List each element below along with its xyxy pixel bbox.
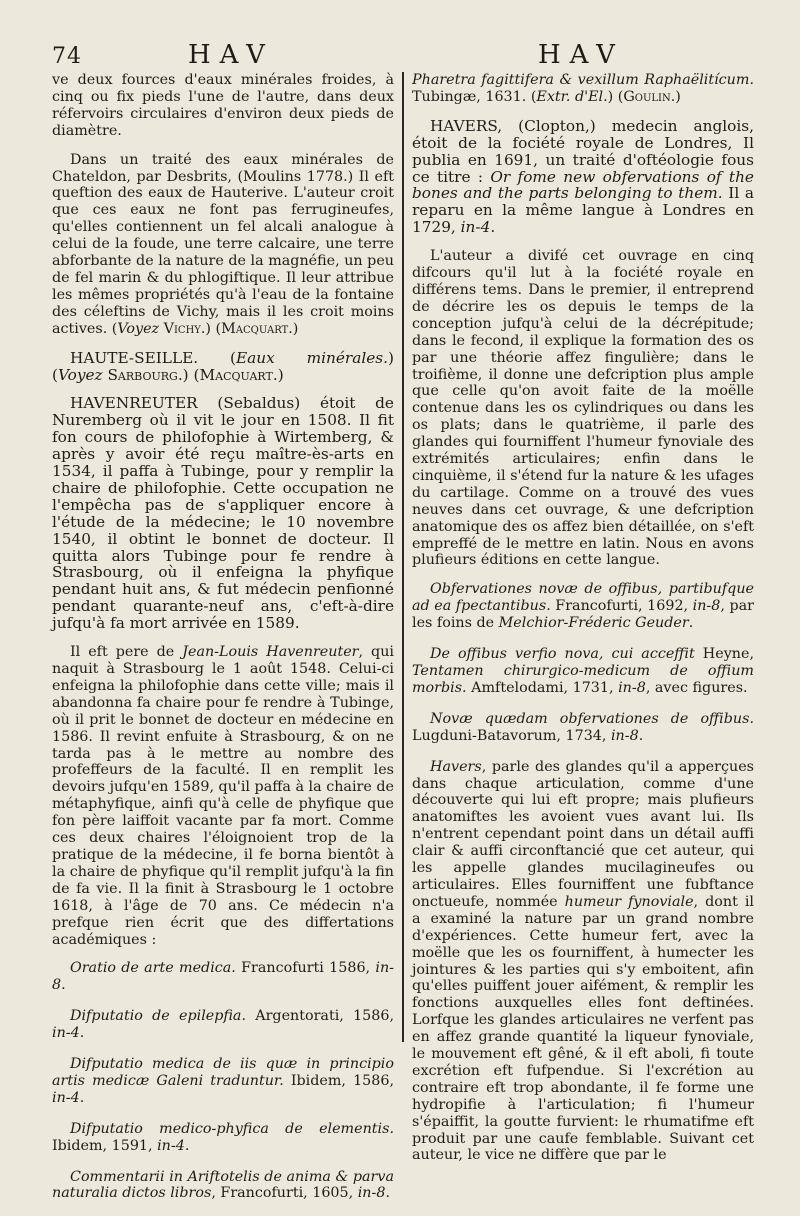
page-number: 74 bbox=[52, 44, 82, 69]
left-bibliography-item: Commentarii in Ariftotelis de anima & parva naturalia dictos libros, Francofurti, 1605, in-8. bbox=[52, 1168, 394, 1202]
right-continued-text: Pharetra fagittifera & vexillum Raphaëlitícum. Tubingæ, 1631. (Extr. d'El.) (Goulin.) bbox=[412, 72, 754, 105]
right-bibliography-item: De offibus verfio nova, cui acceffit Heyne, Tentamen chirurgico-medicum de offium morbis. Amftelodami, 1731, in-8, avec figures. bbox=[412, 646, 754, 696]
left-paragraph: Dans un traité des eaux minérales de Chateldon, par Desbrits, (Moulins 1778.) Il eft queftion des eaux de Hauterive. L'auteur croit que ces eaux ne font pas ferrugineufes, qu'elles contiennent un fel alcali analogue à celui de la foude, une terre calcaire, une terre abforbante de la nature de la magnéfie, un peu de fel marin & du phlogiftique. Il leur attribue les mêmes propriétés qu'à l'eau de la fontaine des céleftins de Vichy, mais il les croit moins actives. (Voyez Vichy.) (Macquart.) bbox=[52, 151, 394, 337]
left-paragraph: Il eft pere de Jean-Louis Havenreuter, qui naquit à Strasbourg le 1 août 1548. Celui-ci enfeigna la philofophie dans cette ville; mais il abandonna fa chaire pour fe rendre à Tubinge, où il prit le bonnet de docteur en médecine en 1586. Il revint enfuite à Strasbourg, & on ne tarda pas à le mettre au nombre des profeffeurs de la faculté. Il en remplit les devoirs jufqu'en 1589, qu'il paffa à la chaire de métaphyfique, ainfi qu'à celle de phyfique que fon père laiffoit vacante par fa mort. Comme ces deux chaires l'éloignoient trop de la pratique de la médecine, il fe borna bientôt à la chaire de phyfique qu'il remplit jufqu'à la fin de fa vie. Il la finit à Strasbourg le 1 octobre 1618, à l'âge de 70 ans. Ce médecin n'a prefque rien écrit que des differtations académiques : bbox=[52, 644, 394, 948]
left-entry: HAUTE-SEILLE. (Eaux minérales.) (Voyez Sarbourg.) (Macquart.) bbox=[52, 348, 394, 384]
left-entry: HAVENREUTER (Sebaldus) étoit de Nuremberg où il vit le jour en 1508. Il fit fon cours de philofophie à Wirtemberg, & après y avoir été reçu maître-ès-arts en 1534, il paffa à Tubinge, pour y remplir la chaire de philofophie. Cette occupation ne l'empêcha pas de s'appliquer encore à l'étude de la médecine; le 10 novembre 1540, il obtint le bonnet de docteur. Il quitta alors Tubinge pour fe rendre à Strasbourg, où il enfeigna la phyfique pendant huit ans, & fut médecin penfionné pendant quarante-neuf ans, c'eft-à-dire jufqu'à fa mort arrivée en 1589. bbox=[52, 394, 394, 633]
left-column bbox=[52, 72, 394, 1216]
left-bibliography-item: Oratio de arte medica. Francofurti 1586, in-8. bbox=[52, 960, 394, 994]
right-paragraph: Havers, parle des glandes qu'il a apperçues dans chaque articulation, comme d'une découverte qui lui eft propre; mais plufieurs anatomiftes les avoient vues avant lui. Ils n'entrent cependant point dans un détail auffi clair & auffi circonftancié que cet auteur, qui les appelle glandes mucilagineufes ou articulaires. Elles fourniffent une fubftance onctueufe, nommée humeur fynoviale, dont il a examiné la nature par un grand nombre d'expériences. Cette humeur fert, avec la moëlle que les os fourniffent, à humecter les jointures & les parties qui s'y emboitent, afin qu'elles puiffent jouer aifément, & remplir les fonctions auxquelles elles font deftinées. Lorfque les glandes articulaires ne verfent pas en affez grande quantité la liqueur fynoviale, le mouvement eft gêné, & il eft aboli, fi toute excrétion eft fufpendue. Si l'excrétion au contraire eft trop abondante, il fe forme une hydropifie à l'articulation; fi l'humeur s'épaiffit, la goutte furvient: le rhumatifme eft produit par une caufe femblable. Suivant cet auteur, le vice ne diffère que par le bbox=[412, 758, 754, 1164]
left-bibliography-item: Difputatio de epilepfia. Argentorati, 1586, in-4. bbox=[52, 1008, 395, 1042]
left-bibliography-item: Difputatio medica de iis quæ in principio artis medicæ Galeni traduntur. Ibidem, 1586, in-4. bbox=[52, 1056, 394, 1106]
column-divider bbox=[402, 72, 404, 1042]
running-head-right: HAV bbox=[538, 40, 624, 70]
left-bibliography-item: Difputatio medico-phyfica de elementis. Ibidem, 1591, in-4. bbox=[52, 1120, 394, 1154]
right-paragraph: L'auteur a divifé cet ouvrage en cinq difcours qu'il lut à la fociété royale en différens tems. Dans le premier, il entreprend de décrire les os depuis le temps de la conception jufqu'à celui de la décrépitude; dans le fecond, il explique la formation des os par une théorie affez fingulière; dans le troifième, il donne une defcription plus ample que celle qu'on avoit faite de la moëlle contenue dans les os cylindriques ou dans les os plats; dans le quatrième, il parle des glandes qui fourniffent l'humeur fynoviale des extrémités articulaires; enfin dans le cinquième, il s'étend fur la nature & les ufages du cartilage. Comme on a trouvé des vues neuves dans cet ouvrage, & une defcription anatomique des os affez bien détaillée, on s'eft empreffé de le mettre en latin. Nous en avons plufieurs éditions en cette langue. bbox=[412, 248, 754, 569]
running-head-left: HAV bbox=[188, 40, 274, 70]
right-bibliography-item: Obfervationes novæ de offibus, partibufque ad ea fpectantibus. Francofurti, 1692, in-8, par les foins de Melchior-Fréderic Geuder. bbox=[412, 581, 754, 632]
right-column bbox=[412, 72, 754, 1176]
right-bibliography-item: Novæ quædam obfervationes de offibus. Lugduni-Batavorum, 1734, in-8. bbox=[412, 710, 754, 744]
left-continued-text: ve deux fources d'eaux minérales froides, à cinq ou fix pieds l'une de l'autre, dans deux réfervoirs circulaires d'environ deux pieds de diamètre. bbox=[52, 72, 394, 139]
right-entry: HAVERS, (Clopton,) medecin anglois, étoit de la fociété royale de Londres, Il publia en 1691, un traité d'oftéologie fous ce titre : Or fome new obfervations of the bones and the parts belonging to them. Il a reparu en la même langue à Londres en 1729, in-4. bbox=[412, 116, 755, 237]
